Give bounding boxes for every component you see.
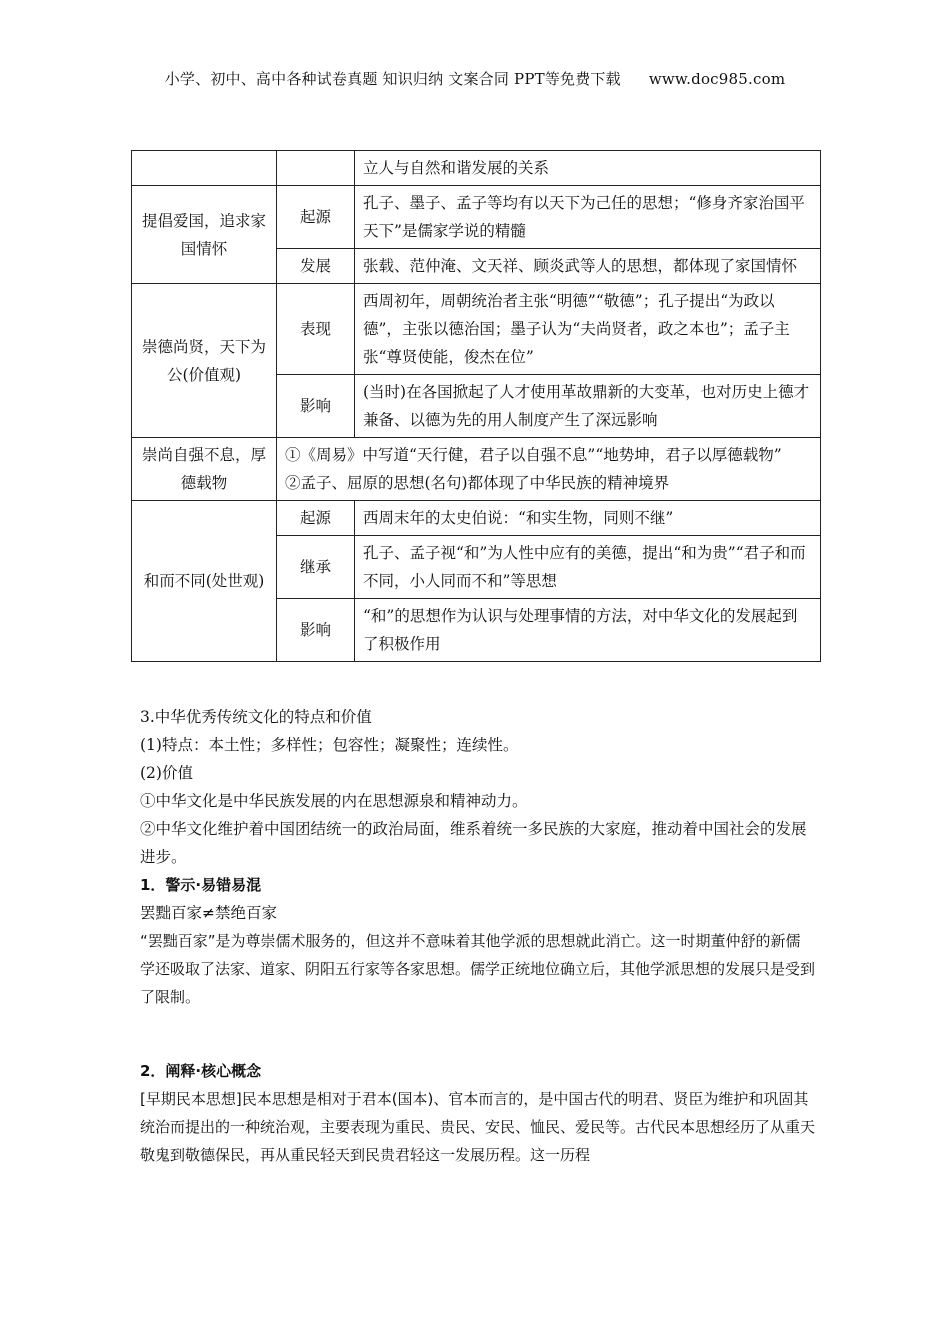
header-text: 小学、初中、高中各种试卷真题 知识归纳 文案合同 PPT等免费下载 <box>164 70 621 88</box>
table-cell-content: (当时)在各国掀起了人才使用革故鼎新的大变革，也对历史上德才兼备、以德为先的用人制度产生了深远影响 <box>355 375 821 438</box>
table-sub-label: 表现 <box>277 284 355 375</box>
table-sub-label: 影响 <box>277 599 355 662</box>
table-cell-content: 孔子、孟子视“和”为人性中应有的美德，提出“和为贵”“君子和而不同，小人同而不和”等思想 <box>355 536 821 599</box>
table-cell-empty <box>277 151 355 186</box>
table-cell-content <box>277 438 821 501</box>
table-cell-content: 西周初年，周朝统治者主张“明德”“敬德”；孔子提出“为政以德”，主张以德治国；墨子认为“夫尚贤者，政之本也”；孟子主张“尊贤使能，俊杰在位” <box>355 284 821 375</box>
table-row <box>132 151 821 186</box>
paragraph: ①中华文化是中华民族发展的内在思想源泉和精神动力。 <box>140 792 528 810</box>
table-cell-line: ②孟子、屈原的思想(名句)都体现了中华民族的精神境界 <box>285 474 670 492</box>
table-topic-harmony: 和而不同(处世观) <box>132 501 277 662</box>
section-title: 3.中华优秀传统文化的特点和价值 <box>140 708 372 726</box>
table-topic-self-improvement: 崇尚自强不息，厚德载物 <box>132 438 277 501</box>
warning-body: “罢黜百家”是为尊崇儒术服务的，但这并不意味着其他学派的思想就此消亡。这一时期董仲舒的新儒学还吸取了法家、道家、阴阳五行家等各家思想。儒学正统地位确立后，其他学派思想的发展只是受到了限制。 <box>140 932 816 1006</box>
culture-table <box>131 150 821 662</box>
section-heading-warning: 1．警示·易错易混 <box>140 876 262 894</box>
paragraph: (1)特点：本土性；多样性；包容性；凝聚性；连续性。 <box>140 736 519 754</box>
section-3 <box>140 703 815 1011</box>
table-row <box>132 501 821 536</box>
header-url: www.doc985.com <box>648 70 786 88</box>
section-heading-concept: 2．阐释·核心概念 <box>140 1062 262 1080</box>
paragraph: (2)价值 <box>140 764 193 782</box>
table-cell-content: “和”的思想作为认识与处理事情的方法，对中华文化的发展起到了积极作用 <box>355 599 821 662</box>
table-cell-line: ①《周易》中写道“天行健，君子以自强不息”“地势坤，君子以厚德载物” <box>285 446 782 464</box>
table-sub-label: 继承 <box>277 536 355 599</box>
table-sub-label: 发展 <box>277 249 355 284</box>
concept-body: [早期民本思想]民本思想是相对于君本(国本)、官本而言的，是中国古代的明君、贤臣为维护和巩固其统治而提出的一种统治观，主要表现为重民、贵民、安民、恤民、爱民等。古代民本思想经历了从重天敬鬼到敬德保民，再从重民轻天到民贵君轻这一发展历程。这一历程 <box>140 1090 816 1164</box>
table-cell-content: 立人与自然和谐发展的关系 <box>355 151 821 186</box>
table-sub-label: 起源 <box>277 501 355 536</box>
table-topic-patriotism: 提倡爱国，追求家国情怀 <box>132 186 277 284</box>
warning-subtitle: 罢黜百家≠禁绝百家 <box>140 904 277 922</box>
table-sub-label: 影响 <box>277 375 355 438</box>
table-topic-virtue: 崇德尚贤，天下为公(价值观) <box>132 284 277 438</box>
table-row <box>132 186 821 249</box>
table-cell-content: 孔子、墨子、孟子等均有以天下为己任的思想；“修身齐家治国平天下”是儒家学说的精髓 <box>355 186 821 249</box>
table-row <box>132 284 821 375</box>
table-sub-label: 起源 <box>277 186 355 249</box>
table-cell-empty <box>132 151 277 186</box>
table-cell-content: 张载、范仲淹、文天祥、顾炎武等人的思想，都体现了家国情怀 <box>355 249 821 284</box>
page-header <box>0 68 950 89</box>
table-row <box>132 438 821 501</box>
section-concept <box>140 1057 815 1169</box>
paragraph: ②中华文化维护着中国团结统一的政治局面，维系着统一多民族的大家庭，推动着中国社会的发展进步。 <box>140 820 807 866</box>
table-cell-content: 西周末年的太史伯说：“和实生物，同则不继” <box>355 501 821 536</box>
